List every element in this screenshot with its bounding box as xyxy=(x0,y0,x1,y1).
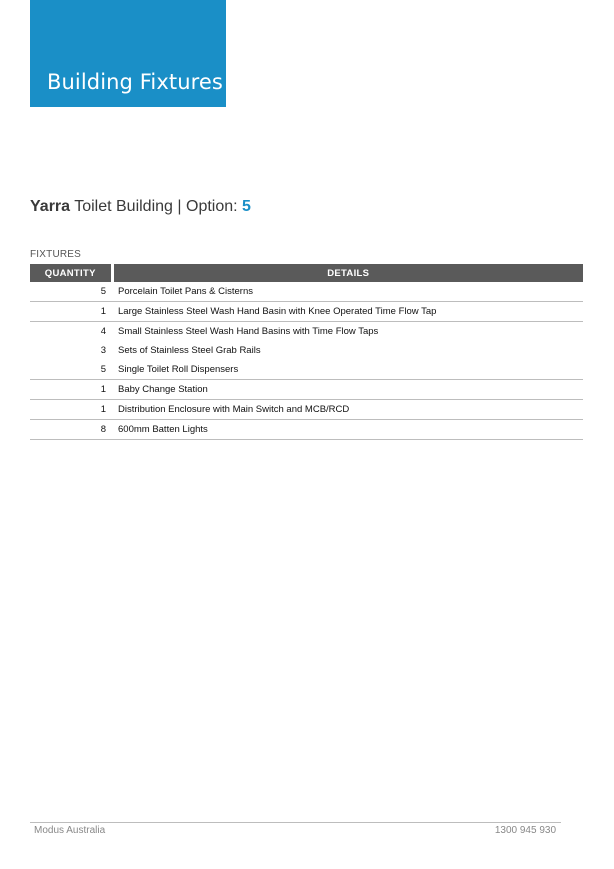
row-quantity: 1 xyxy=(30,400,112,420)
footer-phone: 1300 945 930 xyxy=(494,825,556,836)
footer-divider xyxy=(30,822,561,823)
section-label: FIXTURES xyxy=(30,249,82,260)
table-row xyxy=(30,322,583,342)
row-quantity: 4 xyxy=(100,326,106,337)
quantity-header: QUANTITY xyxy=(30,264,112,282)
title-banner xyxy=(30,0,226,107)
table-row xyxy=(30,420,583,440)
table-row xyxy=(30,302,583,322)
details-header: DETAILS xyxy=(112,264,583,282)
row-quantity: 5 xyxy=(30,360,112,380)
table-row xyxy=(30,341,583,360)
row-details: Small Stainless Steel Wash Hand Basins with Time Flow Taps xyxy=(118,326,379,337)
heading-separator: | xyxy=(177,198,182,215)
footer-company: Modus Australia xyxy=(34,825,106,836)
table-row xyxy=(30,400,583,420)
row-quantity: 1 xyxy=(30,380,112,400)
page-heading xyxy=(30,198,251,216)
option-label: Option: xyxy=(186,198,238,215)
building-type: Toilet Building xyxy=(74,198,173,215)
building-name: Yarra xyxy=(30,198,71,215)
row-details: Distribution Enclosure with Main Switch and MCB/RCD xyxy=(112,400,583,420)
fixtures-table xyxy=(30,264,583,440)
option-number: 5 xyxy=(242,198,251,215)
row-details: Sets of Stainless Steel Grab Rails xyxy=(118,345,261,356)
row-quantity: 1 xyxy=(30,302,112,322)
row-details: Large Stainless Steel Wash Hand Basin with Knee Operated Time Flow Tap xyxy=(112,302,583,322)
row-details: 600mm Batten Lights xyxy=(112,420,583,440)
table-header-row xyxy=(30,264,583,282)
table-row xyxy=(30,282,583,302)
table-row xyxy=(30,360,583,380)
row-quantity: 3 xyxy=(100,345,106,356)
row-quantity: 8 xyxy=(30,420,112,440)
row-details: Single Toilet Roll Dispensers xyxy=(112,360,583,380)
row-details: Porcelain Toilet Pans & Cisterns xyxy=(112,282,583,302)
row-quantity: 5 xyxy=(30,282,112,302)
row-details: Baby Change Station xyxy=(112,380,583,400)
banner-title: Building Fixtures xyxy=(47,70,223,94)
table-row xyxy=(30,380,583,400)
